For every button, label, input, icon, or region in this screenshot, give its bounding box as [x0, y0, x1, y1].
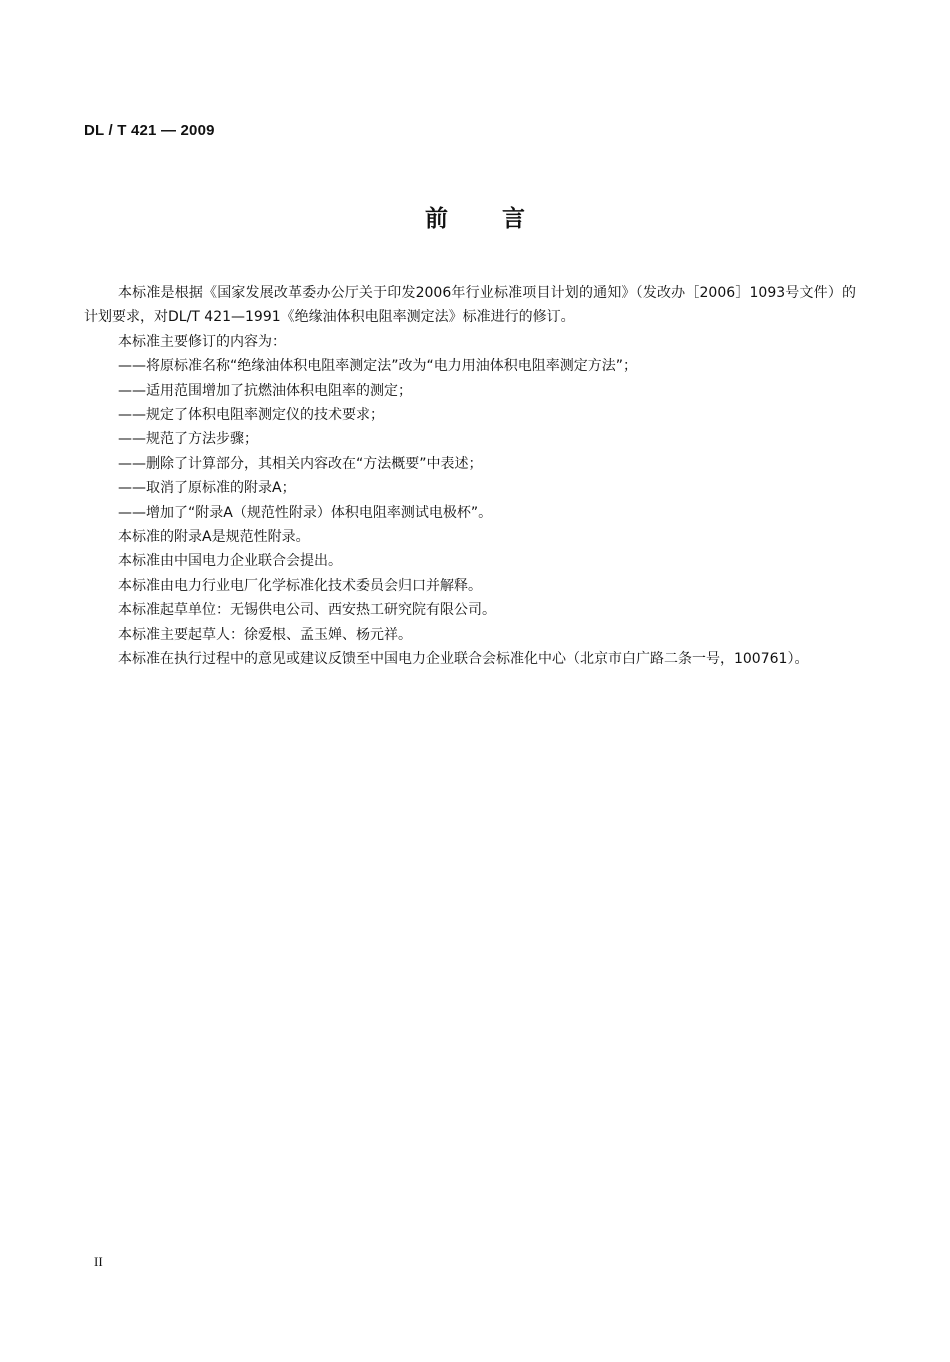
page-title: 前言 — [425, 206, 579, 232]
paragraph-drafters: 本标准主要起草人：徐爱根、孟玉婵、杨元祥。 — [118, 626, 412, 643]
page-number: II — [94, 1254, 103, 1269]
revision-item: ——规定了体积电阻率测定仪的技术要求； — [118, 407, 384, 424]
revision-item: ——删除了计算部分，其相关内容改在“方法概要”中表述； — [118, 455, 483, 472]
revision-item: ——将原标准名称“绝缘油体积电阻率测定法”改为“电力用油体积电阻率测定方法”； — [118, 358, 638, 375]
paragraph-basis: 本标准是根据《国家发展改革委办公厅关于印发2006年行业标准项目计划的通知》（发改办［2006］1093号文件）的计划要求，对DL/T 421—1991《绝缘油体积电阻率测定法》标准进行的修订。 — [84, 285, 856, 326]
revision-item: ——规范了方法步骤； — [118, 431, 258, 448]
paragraph-feedback: 本标准在执行过程中的意见或建议反馈至中国电力企业联合会标准化中心（北京市白广路二条一号，100761）。 — [118, 651, 809, 668]
revision-item: ——适用范围增加了抗燃油体积电阻率的测定； — [118, 382, 412, 399]
revision-item: ——取消了原标准的附录A； — [118, 480, 296, 497]
paragraph-proposer: 本标准由中国电力企业联合会提出。 — [118, 553, 342, 570]
paragraph-revision-intro: 本标准主要修订的内容为： — [118, 333, 286, 350]
paragraph-committee: 本标准由电力行业电厂化学标准化技术委员会归口并解释。 — [118, 577, 482, 594]
paragraph-drafting-units: 本标准起草单位：无锡供电公司、西安热工研究院有限公司。 — [118, 602, 496, 619]
standard-code: DL / T 421 — 2009 — [84, 122, 215, 139]
revision-item: ——增加了“附录A（规范性附录）体积电阻率测试电极杯”。 — [118, 504, 493, 521]
paragraph-appendix: 本标准的附录A是规范性附录。 — [118, 529, 310, 546]
preface-body — [84, 281, 856, 672]
